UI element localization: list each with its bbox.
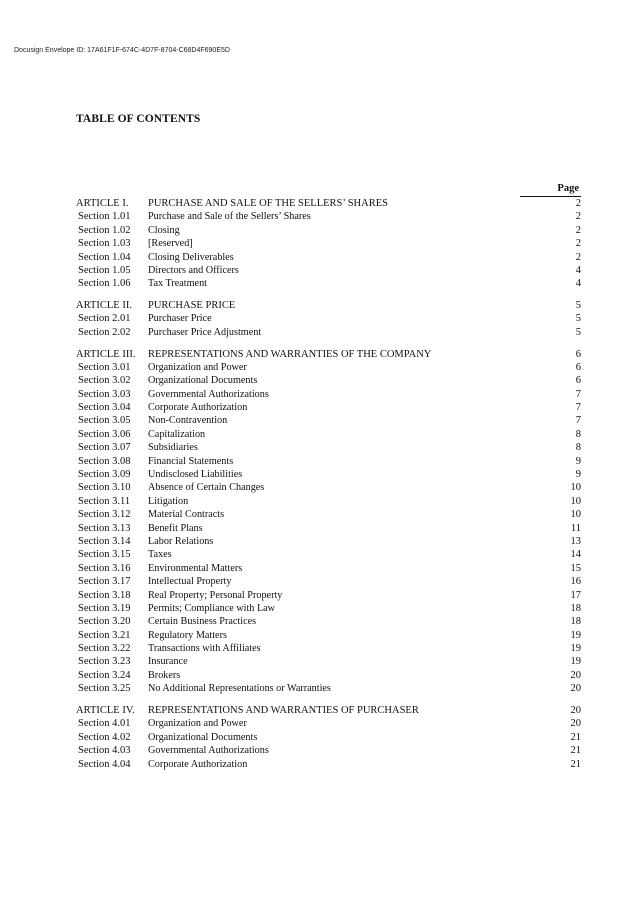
toc-article-group: [0, 299, 644, 339]
section-title: Purchase and Sale of the Sellers’ Shares: [148, 211, 311, 223]
section-page-number: 5: [575, 313, 581, 325]
page-title: TABLE OF CONTENTS: [76, 113, 201, 125]
section-page-number: 8: [575, 442, 581, 454]
section-page-number: 10: [570, 509, 581, 521]
section-page-number: 4: [575, 278, 581, 290]
section-page-number: 5: [575, 326, 581, 338]
section-page-number: 10: [570, 495, 581, 507]
toc-section-row[interactable]: [0, 388, 644, 401]
toc-section-row[interactable]: [0, 374, 644, 387]
toc-section-row[interactable]: [0, 548, 644, 561]
toc-section-row[interactable]: [0, 312, 644, 325]
section-label: Section 3.18: [78, 589, 131, 601]
section-title: Organizational Documents: [148, 375, 258, 387]
section-title: Directors and Officers: [148, 264, 239, 276]
envelope-id: Docusign Envelope ID: 17A61F1F-674C-4D7F-8704-C68D4F690E5D: [14, 47, 230, 54]
section-page-number: 2: [575, 251, 581, 263]
section-label: Section 1.03: [78, 238, 131, 250]
toc-section-row[interactable]: [0, 731, 644, 744]
section-label: Section 3.25: [78, 683, 131, 695]
toc-section-row[interactable]: [0, 575, 644, 588]
article-title: REPRESENTATIONS AND WARRANTIES OF THE COMPANY: [148, 348, 432, 360]
section-title: Corporate Authorization: [148, 402, 248, 414]
section-title: [Reserved]: [148, 238, 193, 250]
section-label: Section 3.03: [78, 388, 131, 400]
section-page-number: 21: [570, 731, 581, 743]
article-title: PURCHASE AND SALE OF THE SELLERS’ SHARES: [148, 198, 388, 209]
section-title: Governmental Authorizations: [148, 388, 269, 400]
toc-section-row[interactable]: [0, 224, 644, 237]
section-label: Section 2.01: [78, 313, 131, 325]
section-page-number: 21: [570, 758, 581, 770]
section-page-number: 8: [575, 428, 581, 440]
section-label: Section 1.04: [78, 251, 131, 263]
section-label: Section 3.12: [78, 509, 131, 521]
section-page-number: 7: [575, 402, 581, 414]
section-page-number: 20: [570, 718, 581, 730]
toc-section-row[interactable]: [0, 441, 644, 454]
article-label: ARTICLE I.: [76, 198, 129, 209]
toc-list: [0, 197, 644, 779]
toc-section-row[interactable]: [0, 522, 644, 535]
section-title: Subsidiaries: [148, 442, 198, 454]
section-label: Section 3.06: [78, 428, 131, 440]
section-title: Tax Treatment: [148, 278, 207, 290]
section-label: Section 3.10: [78, 482, 131, 494]
section-page-number: 6: [575, 361, 581, 373]
section-page-number: 11: [570, 522, 581, 534]
section-label: Section 4.03: [78, 745, 131, 757]
toc-section-row[interactable]: [0, 758, 644, 771]
section-label: Section 3.19: [78, 602, 131, 614]
toc-section-row[interactable]: [0, 428, 644, 441]
section-title: Non-Contravention: [148, 415, 228, 427]
section-page-number: 17: [570, 589, 581, 601]
section-label: Section 3.20: [78, 616, 131, 628]
section-label: Section 3.14: [78, 535, 131, 547]
toc-article-group: [0, 197, 644, 291]
section-page-number: 7: [575, 388, 581, 400]
section-title: Environmental Matters: [148, 562, 243, 574]
toc-section-row[interactable]: [0, 629, 644, 642]
section-page-number: 19: [570, 629, 581, 641]
article-page-number: 5: [575, 300, 581, 312]
toc-section-row[interactable]: [0, 535, 644, 548]
section-title: Insurance: [148, 656, 188, 668]
section-title: Purchaser Price Adjustment: [148, 326, 262, 338]
section-title: Labor Relations: [148, 535, 214, 547]
section-title: Organization and Power: [148, 718, 247, 730]
section-title: Financial Statements: [148, 455, 234, 467]
section-title: Governmental Authorizations: [148, 745, 269, 757]
section-label: Section 4.04: [78, 758, 131, 770]
toc-section-row[interactable]: [0, 508, 644, 521]
toc-section-row[interactable]: [0, 264, 644, 277]
toc-section-row[interactable]: [0, 682, 644, 695]
section-label: Section 3.13: [78, 522, 131, 534]
article-title: REPRESENTATIONS AND WARRANTIES OF PURCHASER: [148, 704, 419, 716]
toc-section-row[interactable]: [0, 744, 644, 757]
section-label: Section 3.09: [78, 469, 131, 481]
section-label: Section 3.24: [78, 669, 131, 681]
toc-section-row[interactable]: [0, 361, 644, 374]
article-page-number: 2: [575, 198, 581, 209]
section-label: Section 2.02: [78, 326, 131, 338]
section-label: Section 3.04: [78, 402, 131, 414]
article-label: ARTICLE III.: [76, 348, 136, 360]
section-label: Section 3.11: [78, 495, 131, 507]
toc-section-row[interactable]: [0, 468, 644, 481]
section-label: Section 3.02: [78, 375, 131, 387]
section-title: Permits; Compliance with Law: [148, 602, 276, 614]
section-label: Section 4.01: [78, 718, 131, 730]
toc-section-row[interactable]: [0, 717, 644, 730]
section-title: Real Property; Personal Property: [148, 589, 283, 601]
section-title: Purchaser Price: [148, 313, 212, 325]
article-page-number: 6: [575, 348, 581, 360]
section-title: Transactions with Affiliates: [148, 643, 261, 655]
section-page-number: 7: [575, 415, 581, 427]
toc-section-row[interactable]: [0, 414, 644, 427]
toc-section-row[interactable]: [0, 602, 644, 615]
section-title: Closing Deliverables: [148, 251, 234, 263]
toc-section-row[interactable]: [0, 210, 644, 223]
section-label: Section 3.05: [78, 415, 131, 427]
section-page-number: 4: [575, 264, 581, 276]
toc-section-row[interactable]: [0, 455, 644, 468]
toc-article-group: [0, 704, 644, 771]
article-title: PURCHASE PRICE: [148, 300, 236, 312]
section-page-number: 2: [575, 238, 581, 250]
section-title: Organization and Power: [148, 361, 247, 373]
section-title: Taxes: [148, 549, 172, 561]
section-page-number: 2: [575, 224, 581, 236]
section-title: Corporate Authorization: [148, 758, 248, 770]
section-page-number: 9: [575, 455, 581, 467]
toc-section-row[interactable]: [0, 481, 644, 494]
toc-section-row[interactable]: [0, 251, 644, 264]
section-label: Section 3.08: [78, 455, 131, 467]
section-label: Section 3.16: [78, 562, 131, 574]
section-title: No Additional Representations or Warranties: [148, 683, 331, 695]
section-label: Section 3.07: [78, 442, 131, 454]
section-label: Section 1.05: [78, 264, 131, 276]
toc-section-row[interactable]: [0, 495, 644, 508]
section-page-number: 16: [570, 576, 581, 588]
section-label: Section 3.23: [78, 656, 131, 668]
section-title: Material Contracts: [148, 509, 225, 521]
section-page-number: 14: [570, 549, 581, 561]
section-page-number: 6: [575, 375, 581, 387]
toc-section-row[interactable]: [0, 277, 644, 290]
toc-section-row[interactable]: [0, 655, 644, 668]
toc-section-row[interactable]: [0, 642, 644, 655]
section-page-number: 10: [570, 482, 581, 494]
section-page-number: 18: [570, 602, 581, 614]
toc-section-row[interactable]: [0, 237, 644, 250]
toc-section-row[interactable]: [0, 589, 644, 602]
section-title: Regulatory Matters: [148, 629, 227, 641]
toc-article-row[interactable]: [0, 704, 644, 717]
section-title: Undisclosed Liabilities: [148, 469, 243, 481]
article-label: ARTICLE IV.: [76, 704, 135, 716]
toc-section-row[interactable]: [0, 669, 644, 682]
section-label: Section 3.15: [78, 549, 131, 561]
section-page-number: 19: [570, 643, 581, 655]
section-page-number: 20: [570, 669, 581, 681]
section-title: Brokers: [148, 669, 181, 681]
section-title: Absence of Certain Changes: [148, 482, 265, 494]
section-page-number: 2: [575, 211, 581, 223]
article-label: ARTICLE II.: [76, 300, 132, 312]
section-label: Section 3.01: [78, 361, 131, 373]
section-title: Certain Business Practices: [148, 616, 257, 628]
page-column-header: [520, 183, 581, 197]
section-title: Intellectual Property: [148, 576, 232, 588]
section-label: Section 1.01: [78, 211, 131, 223]
toc-article-row[interactable]: [0, 299, 644, 312]
toc-section-row[interactable]: [0, 326, 644, 339]
toc-article-row[interactable]: [0, 348, 644, 361]
section-label: Section 3.17: [78, 576, 131, 588]
toc-section-row[interactable]: [0, 615, 644, 628]
section-title: Litigation: [148, 495, 189, 507]
section-page-number: 13: [570, 535, 581, 547]
toc-article-row[interactable]: [0, 197, 644, 210]
toc-article-group: [0, 348, 644, 696]
section-title: Benefit Plans: [148, 522, 203, 534]
section-page-number: 20: [570, 683, 581, 695]
toc-section-row[interactable]: [0, 401, 644, 414]
section-title: Closing: [148, 224, 180, 236]
section-page-number: 15: [570, 562, 581, 574]
section-label: Section 4.02: [78, 731, 131, 743]
section-label: Section 1.02: [78, 224, 131, 236]
section-label: Section 1.06: [78, 278, 131, 290]
section-label: Section 3.21: [78, 629, 131, 641]
section-page-number: 21: [570, 745, 581, 757]
article-page-number: 20: [570, 704, 581, 716]
section-page-number: 9: [575, 469, 581, 481]
section-title: Organizational Documents: [148, 731, 258, 743]
section-page-number: 18: [570, 616, 581, 628]
section-label: Section 3.22: [78, 643, 131, 655]
toc-section-row[interactable]: [0, 562, 644, 575]
page-column-label: Page: [557, 183, 579, 194]
section-title: Capitalization: [148, 428, 206, 440]
section-page-number: 19: [570, 656, 581, 668]
